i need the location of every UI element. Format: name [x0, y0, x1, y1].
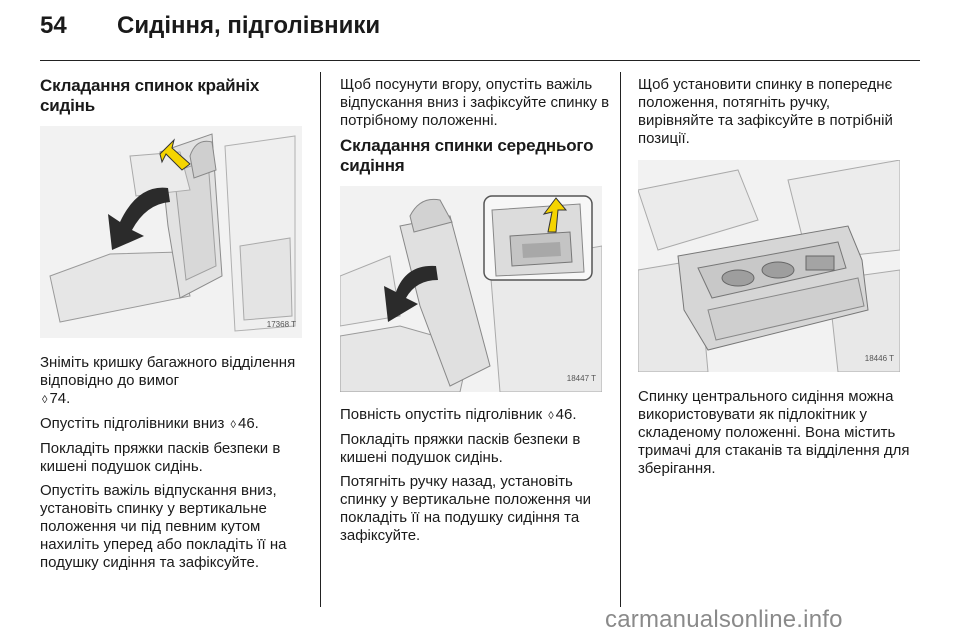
page-number: 54 — [40, 12, 67, 39]
page-reference: 46. — [555, 406, 577, 423]
column-1 — [40, 76, 312, 578]
paragraph: Потягніть ручку назад, установіть спинку у вертикальне положення чи покладіть її на подушку сидіння та зафіксуйте. — [340, 473, 592, 544]
figure-code: 17368 T — [266, 320, 296, 329]
watermark-footer: carmanualsonline.info — [605, 606, 843, 633]
column-divider — [620, 72, 621, 607]
paragraph-text: Повність опустіть підголівник — [340, 406, 543, 423]
figure-code: 18447 T — [566, 374, 596, 383]
seat-drawing — [40, 126, 302, 338]
seat-fold-illustration — [40, 126, 302, 338]
column-divider — [320, 72, 321, 607]
figure-code: 18446 T — [864, 354, 894, 363]
armrest-drawing — [638, 160, 900, 372]
paragraph: Щоб установити спинку в попереднє положення, потягніть ручку, вирівняйте та зафіксуйте в потрібній позиції. — [638, 76, 893, 147]
page-reference-icon: ◊ — [42, 394, 48, 406]
armrest-illustration — [638, 160, 900, 372]
section-heading: Складання спинки середнього сидіння — [340, 136, 594, 175]
paragraph-text: Зніміть кришку багажного відділення відповідно до вимог — [40, 354, 296, 389]
paragraph — [340, 406, 612, 425]
page-reference: 74. — [49, 390, 71, 407]
page-reference-icon: ◊ — [548, 410, 554, 422]
seat-drawing — [340, 186, 602, 392]
paragraph: Покладіть пряжки пасків безпеки в кишені подушок сидінь. — [340, 431, 581, 466]
paragraph-text: Опустіть підголівники вниз — [40, 415, 225, 432]
page-title: Сидіння, підголівники — [117, 12, 381, 39]
header-rule — [40, 60, 920, 61]
page-reference-icon: ◊ — [230, 419, 236, 431]
paragraph: Щоб посунути вгору, опустіть важіль відпускання вниз і зафіксуйте спинку в потрібному положенні. — [340, 76, 610, 129]
paragraph: Спинку центрального сидіння можна використовувати як підлокітник у складеному положенні. Вона містить тримачі для стаканів та відділення для зберігання. — [638, 388, 910, 477]
paragraph: Покладіть пряжки пасків безпеки в кишені подушок сидінь. — [40, 440, 281, 475]
middle-seat-illustration — [340, 186, 602, 392]
column-3 — [638, 76, 910, 484]
column-2 — [340, 76, 612, 551]
paragraph — [40, 415, 312, 434]
section-heading: Складання спинок крайніх сидінь — [40, 76, 260, 115]
paragraph: Опустіть важіль відпускання вниз, установіть спинку у вертикальне положення чи під певним кутом нахиліть уперед або покладіть її на подушку сидіння та зафіксуйте. — [40, 482, 287, 571]
page-reference: 46. — [237, 415, 259, 432]
paragraph — [40, 354, 312, 409]
